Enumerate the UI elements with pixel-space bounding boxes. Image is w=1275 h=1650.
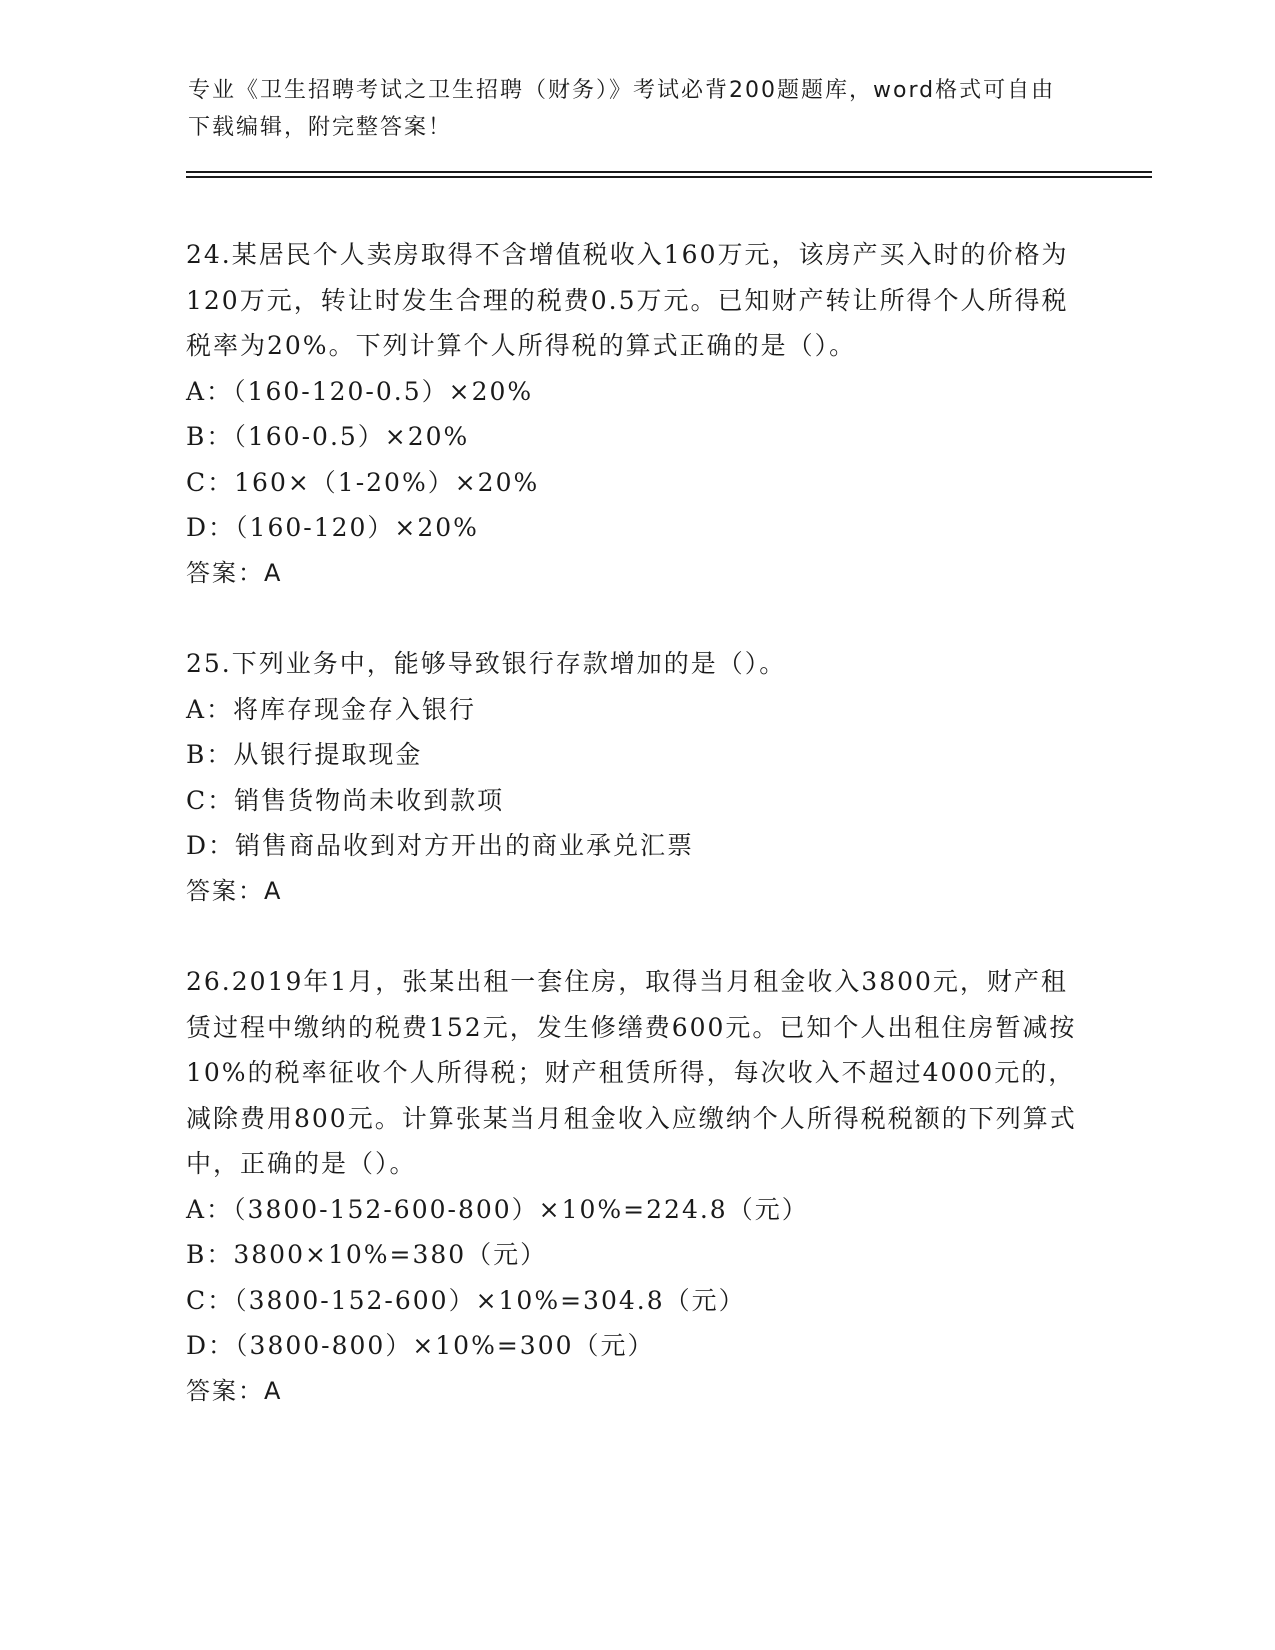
header-divider-top [186, 171, 1152, 173]
question-25 [186, 641, 1086, 914]
document-header [188, 72, 1068, 146]
option-a: A：将库存现金存入银行 [186, 694, 477, 724]
question-list [186, 232, 1086, 1414]
question-stem: 24.某居民个人卖房取得不含增值税收入160万元，该房产买入时的价格为120万元，转让时发生合理的税费0.5万元。已知财产转让所得个人所得税税率为20%。下列计算个人所得税的算式正确的是（）。 [186, 240, 1069, 360]
question-stem: 26.2019年1月，张某出租一套住房，取得当月租金收入3800元，财产租赁过程中缴纳的税费152元，发生修缮费600元。已知个人出租住房暂减按10%的税率征收个人所得税；财产租赁所得，每次收入不超过4000元的，减除费用800元。计算张某当月租金收入应缴纳个人所得税税额的下列算式中，正确的是（）。 [186, 967, 1077, 1178]
answer-line: 答案：A [186, 1376, 283, 1405]
answer-line: 答案：A [186, 876, 283, 905]
option-c: C：（3800-152-600）×10%=304.8（元） [186, 1285, 746, 1315]
header-text: 专业《卫生招聘考试之卫生招聘（财务）》考试必背200题题库，word格式可自由下载编辑，附完整答案！ [188, 78, 1056, 140]
question-stem: 25.下列业务中，能够导致银行存款增加的是（）。 [186, 649, 787, 678]
option-b: B：3800×10%=380（元） [186, 1240, 548, 1269]
question-24 [186, 232, 1086, 596]
option-b: B：（160-0.5）×20% [186, 422, 470, 451]
option-a: A：（160-120-0.5）×20% [186, 376, 534, 406]
option-b: B：从银行提取现金 [186, 740, 423, 769]
option-c: C：销售货物尚未收到款项 [186, 785, 505, 815]
option-d: D：销售商品收到对方开出的商业承兑汇票 [186, 831, 695, 860]
option-c: C：160×（1-20%）×20% [186, 467, 540, 497]
option-d: D：（3800-800）×10%=300（元） [186, 1331, 655, 1360]
header-divider-bottom [186, 176, 1152, 178]
option-d: D：（160-120）×20% [186, 513, 479, 542]
question-26 [186, 959, 1086, 1414]
option-a: A：（3800-152-600-800）×10%=224.8（元） [186, 1194, 809, 1224]
answer-line: 答案：A [186, 558, 283, 587]
